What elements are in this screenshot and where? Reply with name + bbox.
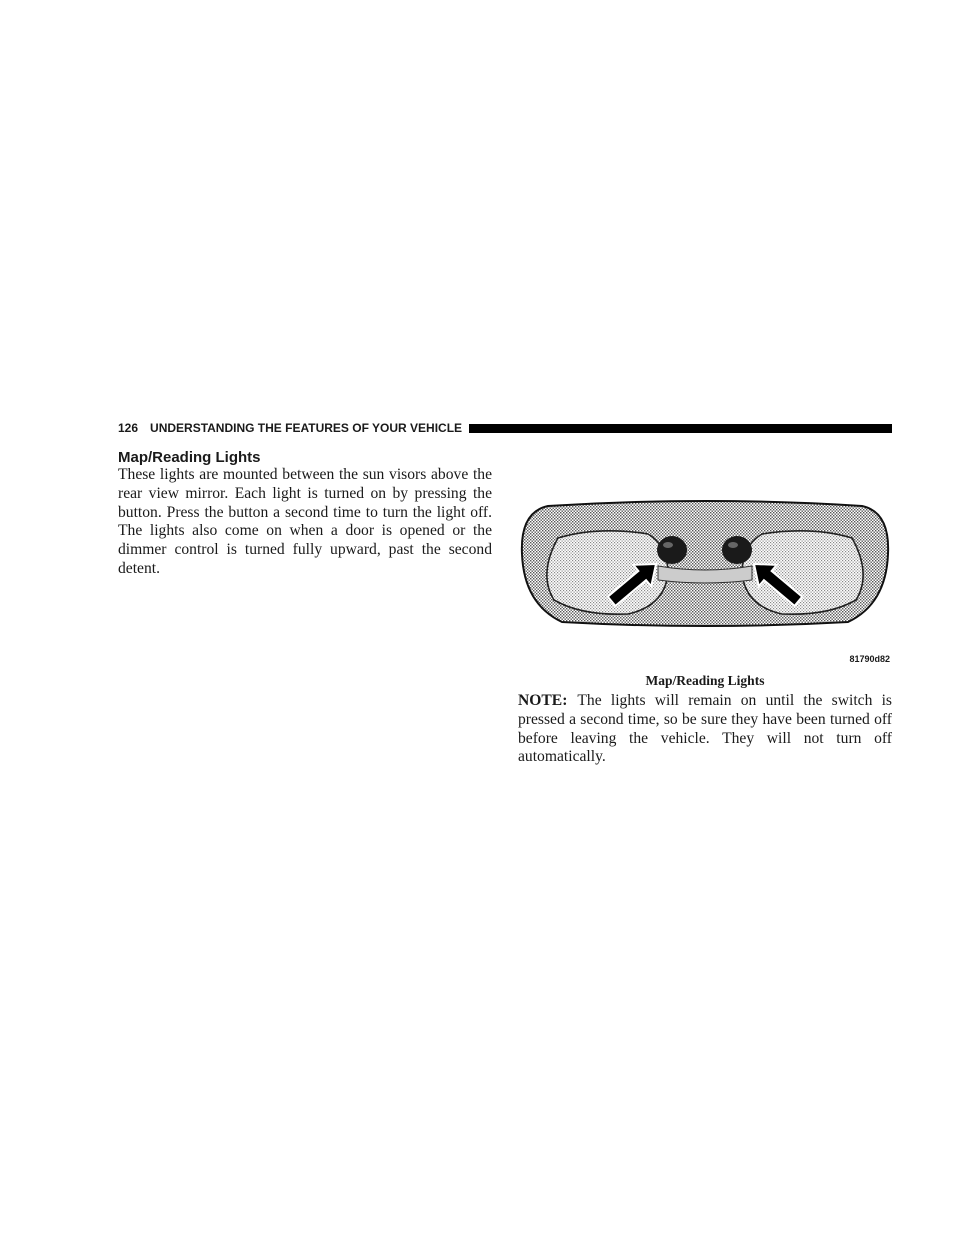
right-light-button	[722, 536, 752, 564]
section-heading: Map/Reading Lights	[118, 449, 261, 466]
page-number: 126	[118, 421, 139, 435]
note-label: NOTE:	[518, 692, 568, 709]
note-text: The lights will remain on until the switch is pressed a second time, so be sure they have been turned off before leaving the vehicle. They will not turn off automatically.	[518, 692, 892, 766]
figure-caption: Map/Reading Lights	[645, 673, 765, 688]
chapter-title: UNDERSTANDING THE FEATURES OF YOUR VEHICLE	[150, 421, 463, 435]
header-rule	[469, 424, 892, 433]
left-light-button	[657, 536, 687, 564]
map-light-illustration	[518, 494, 892, 670]
page-header	[118, 420, 892, 436]
section-body: These lights are mounted between the sun visors above the rear view mirror. Each light is turned on by pressing the button. Press the button a second time to turn the light off. The lights also come on when a door is opened or the dimmer control is turned fully upward, past the second detent.	[118, 466, 492, 577]
overhead-console-drawing	[518, 494, 892, 670]
note-paragraph	[518, 692, 892, 767]
figure-code: 81790d82	[849, 654, 890, 664]
